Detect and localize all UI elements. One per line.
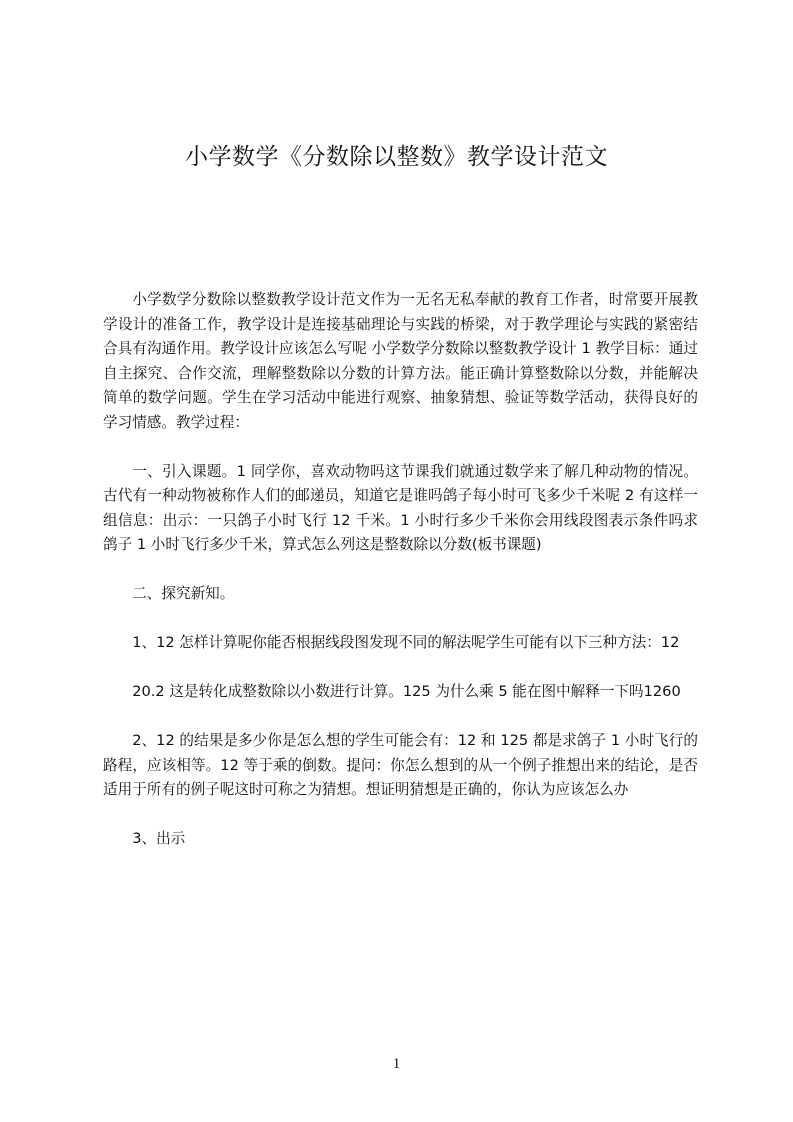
section-intro-topic: 一、引入课题。1 同学你，喜欢动物吗这节课我们就通过数学来了解几种动物的情况。古代有一种动物被称作人们的邮递员，知道它是谁吗鸽子每小时可飞多少千米呢 2 有这样一组信息：出示：一只鸽子小时飞行 12 千米。1 小时行多少千米你会用线段图表示条件吗求鸽子 1 小时飞行多少千米，算式怎么列这是整数除以分数(板书课题) [103, 462, 698, 553]
step-1-paragraph: 1、12 怎样计算呢你能否根据线段图发现不同的解法呢学生可能有以下三种方法：12 [132, 634, 680, 651]
document-title: 小学数学《分数除以整数》教学设计范文 [185, 144, 608, 170]
page-number: 1 [392, 1056, 401, 1072]
paragraph-spacer [103, 803, 698, 828]
step-1-continued-paragraph: 20.2 这是转化成整数除以小数进行计算。125 为什么乘 5 能在图中解释一下吗1260 [132, 683, 681, 700]
paragraph-spacer [103, 705, 698, 730]
step-3-paragraph: 3、出示 [132, 830, 186, 847]
paragraph-spacer [103, 435, 698, 460]
step-2-paragraph: 2、12 的结果是多少你是怎么想的学生可能会有：12 和 125 都是求鸽子 1 小时飞行的路程，应该相等。12 等于乘的倒数。提问：你怎么想到的从一个例子推想出来的结论，是否适用于所有的例子呢这时可称之为猜想。想证明猜想是正确的，你认为应该怎么办 [103, 732, 698, 798]
section-heading-explore: 二、探究新知。 [132, 585, 235, 602]
document-body [103, 288, 698, 852]
intro-paragraph: 小学数学分数除以整数教学设计范文作为一无名无私奉献的教育工作者，时常要开展教学设计的准备工作，教学设计是连接基础理论与实践的桥梁，对于教学理论与实践的紧密结合具有沟通作用。教学设计应该怎么写呢 小学数学分数除以整数教学设计 1 教学目标：通过自主探究、合作交流，理解整数除以分数的计算方法。能正确计算整数除以分数，并能解决简单的数学问题。学生在学习活动中能进行观察、抽象猜想、验证等数学活动，获得良好的学习情感。教学过程： [103, 291, 698, 431]
paragraph-spacer [103, 656, 698, 681]
paragraph-spacer [103, 607, 698, 632]
paragraph-spacer [103, 558, 698, 583]
